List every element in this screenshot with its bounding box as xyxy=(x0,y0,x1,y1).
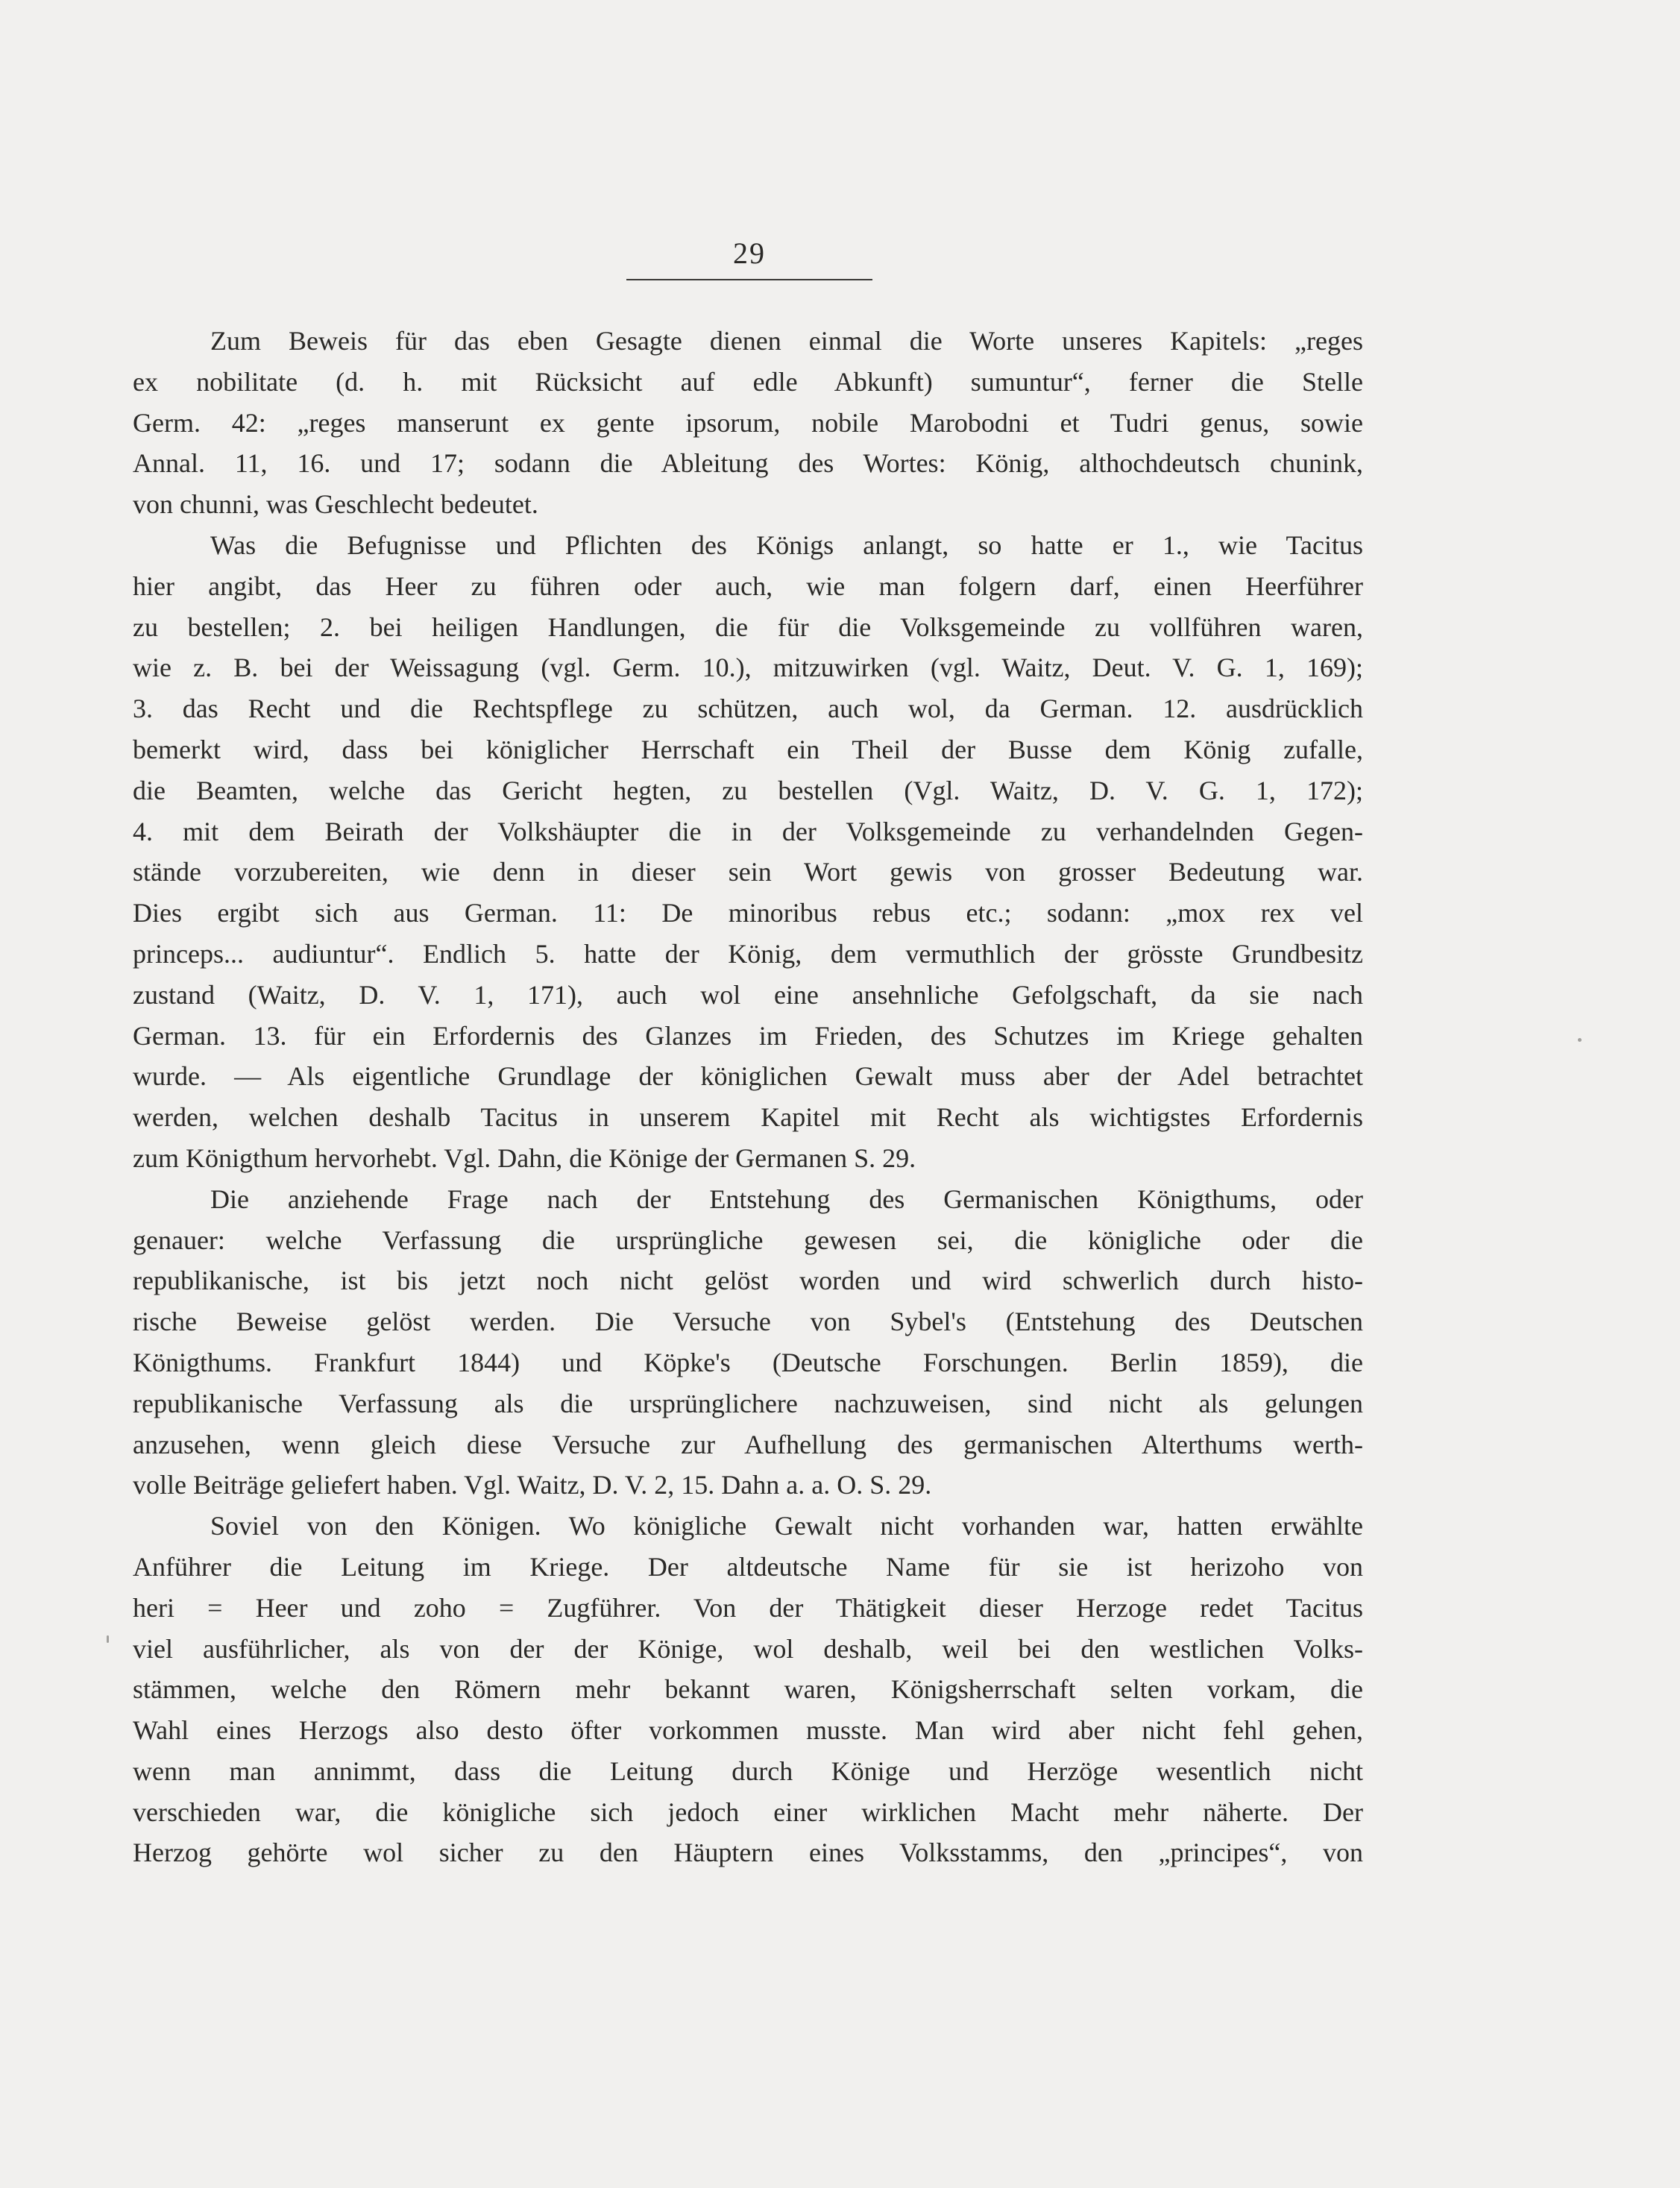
text-line: bemerkt wird, dass bei königlicher Herrschaft ein Theil der Busse dem König zufalle, xyxy=(133,734,1363,764)
text-line: zum Königthum hervorhebt. Vgl. Dahn, die Könige der Germanen S. 29. xyxy=(133,1142,916,1173)
paper-speck xyxy=(1578,1038,1582,1042)
text-line: republikanische, ist bis jetzt noch nicht gelöst worden und wird schwerlich durch histo- xyxy=(133,1266,1363,1296)
text-line: stände vorzubereiten, wie denn in dieser sein Wort gewis von grosser Bedeutung war. xyxy=(133,857,1363,887)
text-line: Wahl eines Herzogs also desto öfter vorkommen musste. Man wird aber nicht fehl gehen, xyxy=(133,1715,1363,1746)
text-line: zustand (Waitz, D. V. 1, 171), auch wol eine ansehnliche Gefolgschaft, da sie nach xyxy=(133,979,1363,1010)
text-line: Anführer die Leitung im Kriege. Der altdeutsche Name für sie ist herizoho von xyxy=(133,1551,1363,1582)
text-line: Dies ergibt sich aus German. 11: De minoribus rebus etc.; sodann: „mox rex vel xyxy=(133,898,1363,928)
text-line: genauer: welche Verfassung die ursprüngliche gewesen sei, die königliche oder die xyxy=(133,1225,1363,1255)
body-text xyxy=(133,321,1363,1873)
text-line: viel ausführlicher, als von der der Könige, wol deshalb, weil bei den westlichen Volks- xyxy=(133,1633,1363,1664)
page-number: 29 xyxy=(733,236,766,270)
text-line: hier angibt, das Heer zu führen oder auch, wie man folgern darf, einen Heerführer xyxy=(133,570,1363,601)
text-line: Annal. 11, 16. und 17; sodann die Ableitung des Wortes: König, althochdeutsch chunink, xyxy=(133,448,1363,479)
text-line: Königthums. Frankfurt 1844) und Köpke's (Deutsche Forschungen. Berlin 1859), die xyxy=(133,1347,1363,1377)
text-line: verschieden war, die königliche sich jedoch einer wirklichen Macht mehr näherte. Der xyxy=(133,1796,1363,1827)
text-line: republikanische Verfassung als die ursprünglichere nachzuweisen, sind nicht als gelungen xyxy=(133,1388,1363,1418)
text-line: von chunni, was Geschlecht bedeutet. xyxy=(133,489,538,520)
text-line: heri = Heer und zoho = Zugführer. Von der Thätigkeit dieser Herzoge redet Tacitus xyxy=(133,1592,1363,1623)
text-line: Soviel von den Königen. Wo königliche Gewalt nicht vorhanden war, hatten erwählte xyxy=(210,1511,1363,1541)
text-line: wie z. B. bei der Weissagung (vgl. Germ. 10.), mitzuwirken (vgl. Waitz, Deut. V. G. 1, 169); xyxy=(133,653,1363,683)
text-line: Herzog gehörte wol sicher zu den Häuptern eines Volksstamms, den „principes“, von xyxy=(133,1838,1363,1868)
text-line: volle Beiträge geliefert haben. Vgl. Waitz, D. V. 2, 15. Dahn a. a. O. S. 29. xyxy=(133,1470,932,1500)
text-line: wurde. — Als eigentliche Grundlage der königlichen Gewalt muss aber der Adel betrachtet xyxy=(133,1061,1363,1092)
text-line: anzusehen, wenn gleich diese Versuche zur Aufhellung des germanischen Alterthums werth- xyxy=(133,1429,1363,1459)
text-line: Zum Beweis für das eben Gesagte dienen einmal die Worte unseres Kapitels: „reges xyxy=(210,326,1363,356)
text-line: werden, welchen deshalb Tacitus in unserem Kapitel mit Recht als wichtigstes Erfordernis xyxy=(133,1102,1363,1133)
text-line: Germ. 42: „reges manserunt ex gente ipsorum, nobile Marobodni et Tudri genus, sowie xyxy=(133,407,1363,438)
text-line: wenn man annimmt, dass die Leitung durch Könige und Herzöge wesentlich nicht xyxy=(133,1755,1363,1786)
text-line: 3. das Recht und die Rechtspflege zu schützen, auch wol, da German. 12. ausdrücklich xyxy=(133,694,1363,724)
header-rule xyxy=(626,279,872,280)
text-line: stämmen, welche den Römern mehr bekannt waren, Königsherrschaft selten vorkam, die xyxy=(133,1674,1363,1705)
text-line: Die anziehende Frage nach der Entstehung des Germanischen Königthums, oder xyxy=(210,1183,1363,1214)
text-line: German. 13. für ein Erfordernis des Glanzes im Frieden, des Schutzes im Kriege gehalten xyxy=(133,1020,1363,1051)
text-line: Was die Befugnisse und Pflichten des Königs anlangt, so hatte er 1., wie Tacitus xyxy=(210,529,1363,560)
text-line: ex nobilitate (d. h. mit Rücksicht auf edle Abkunft) sumuntur“, ferner die Stelle xyxy=(133,366,1363,397)
text-line: 4. mit dem Beirath der Volkshäupter die in der Volksgemeinde zu verhandelnden Gegen- xyxy=(133,816,1363,846)
text-line: die Beamten, welche das Gericht hegten, zu bestellen (Vgl. Waitz, D. V. G. 1, 172); xyxy=(133,775,1363,805)
text-line: rische Beweise gelöst werden. Die Versuche von Sybel's (Entstehung des Deutschen xyxy=(133,1307,1363,1337)
text-line: zu bestellen; 2. bei heiligen Handlungen, die für die Volksgemeinde zu vollführen waren, xyxy=(133,612,1363,642)
text-line: princeps... audiuntur“. Endlich 5. hatte der König, dem vermuthlich der grösste Grundbesitz xyxy=(133,938,1363,969)
paper-speck xyxy=(107,1635,109,1643)
